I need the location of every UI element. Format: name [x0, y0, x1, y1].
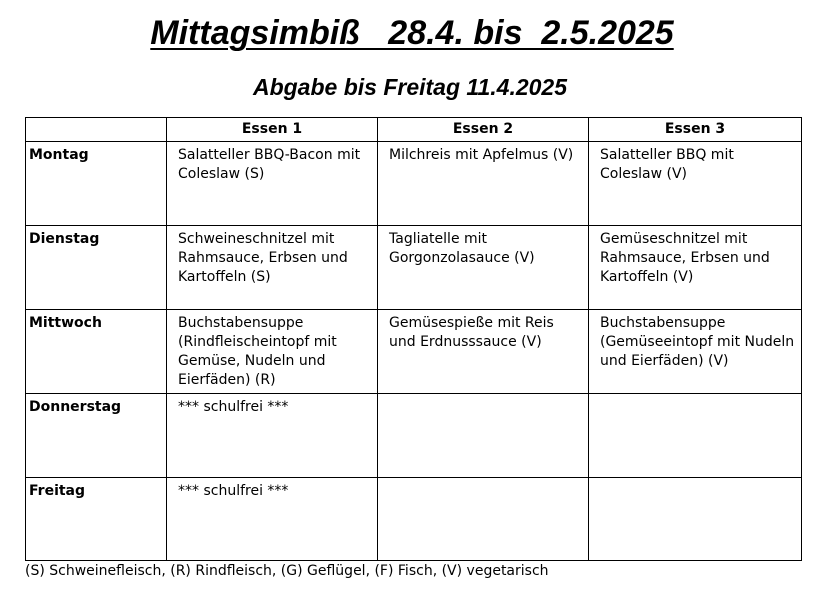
day-label: Donnerstag	[26, 394, 167, 478]
table-header-row	[26, 118, 802, 142]
diet-legend: (S) Schweinefleisch, (R) Rindfleisch, (G) Geflügel, (F) Fisch, (V) vegetarisch	[25, 563, 549, 579]
meal-cell	[589, 394, 802, 478]
meal-cell: Salatteller BBQ-Bacon mit Coleslaw (S)	[167, 142, 378, 226]
header-essen-2: Essen 2	[378, 118, 589, 142]
day-label: Montag	[26, 142, 167, 226]
meal-cell: Gemüsespieße mit Reis und Erdnusssauce (V)	[378, 310, 589, 394]
table-row	[26, 394, 802, 478]
meal-cell: Tagliatelle mit Gorgonzolasauce (V)	[378, 226, 589, 310]
meal-cell: Gemüseschnitzel mit Rahmsauce, Erbsen und Kartoffeln (V)	[589, 226, 802, 310]
header-essen-1: Essen 1	[167, 118, 378, 142]
header-essen-3: Essen 3	[589, 118, 802, 142]
page-title: Mittagsimbiß 28.4. bis 2.5.2025	[150, 14, 674, 52]
day-label: Dienstag	[26, 226, 167, 310]
meal-cell: Buchstabensuppe (Gemüseeintopf mit Nudeln und Eierfäden) (V)	[589, 310, 802, 394]
deadline-subtitle: Abgabe bis Freitag 11.4.2025	[252, 74, 568, 100]
meal-cell	[589, 478, 802, 561]
table-row	[26, 142, 802, 226]
meal-cell: Buchstabensuppe (Rindfleischeintopf mit Gemüse, Nudeln und Eierfäden) (R)	[167, 310, 378, 394]
meal-cell: *** schulfrei ***	[167, 478, 378, 561]
day-label: Freitag	[26, 478, 167, 561]
table-row	[26, 478, 802, 561]
table-row	[26, 226, 802, 310]
meal-cell: Schweineschnitzel mit Rahmsauce, Erbsen und Kartoffeln (S)	[167, 226, 378, 310]
table-row	[26, 310, 802, 394]
meal-cell: Salatteller BBQ mit Coleslaw (V)	[589, 142, 802, 226]
meal-cell: Milchreis mit Apfelmus (V)	[378, 142, 589, 226]
meal-cell	[378, 394, 589, 478]
menu-table	[25, 117, 802, 561]
meal-cell: *** schulfrei ***	[167, 394, 378, 478]
header-day-column	[26, 118, 167, 142]
meal-cell	[378, 478, 589, 561]
day-label: Mittwoch	[26, 310, 167, 394]
